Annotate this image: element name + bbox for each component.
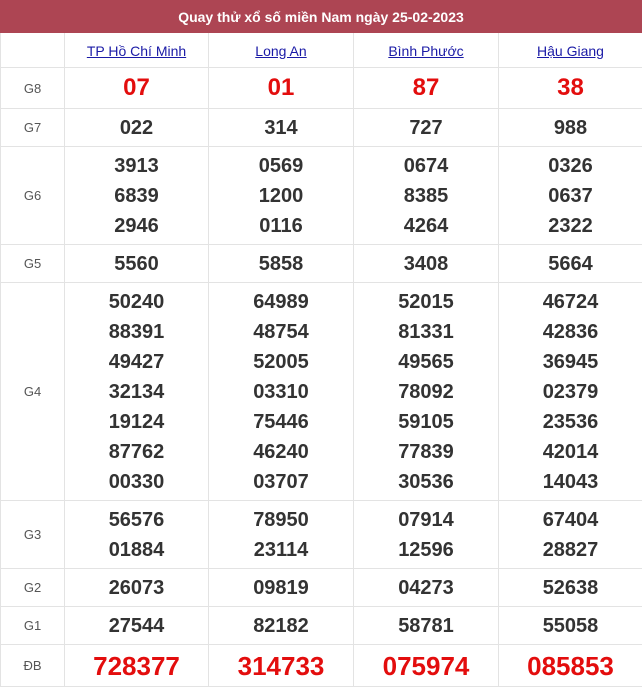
result-number: 64989 — [209, 287, 353, 317]
result-number: 49427 — [65, 347, 208, 377]
result-number: 77839 — [354, 437, 498, 467]
result-number: 50240 — [65, 287, 208, 317]
result-number: 0674 — [354, 151, 498, 181]
result-number: 5858 — [209, 249, 353, 279]
result-number: 67404 — [499, 505, 642, 535]
result-number: 14043 — [499, 467, 642, 497]
province-link-tphcm[interactable]: TP Hồ Chí Minh — [87, 43, 186, 59]
prize-label: G2 — [1, 569, 65, 607]
result-number: 81331 — [354, 317, 498, 347]
result-cell — [65, 645, 209, 687]
prize-label: G1 — [1, 607, 65, 645]
result-number: 0116 — [209, 211, 353, 241]
result-number: 6839 — [65, 181, 208, 211]
result-number: 87 — [354, 73, 498, 103]
result-number: 02379 — [499, 377, 642, 407]
result-number: 49565 — [354, 347, 498, 377]
result-cell — [65, 607, 209, 645]
result-number: 23114 — [209, 535, 353, 565]
result-number: 32134 — [65, 377, 208, 407]
result-number: 09819 — [209, 573, 353, 603]
result-cell — [499, 68, 642, 109]
result-cell — [499, 501, 642, 569]
result-cell — [354, 607, 499, 645]
result-number: 42014 — [499, 437, 642, 467]
result-number: 0637 — [499, 181, 642, 211]
result-number: 27544 — [65, 611, 208, 641]
prize-row-g3 — [1, 501, 642, 569]
result-number: 30536 — [354, 467, 498, 497]
result-cell — [354, 645, 499, 687]
result-number: 59105 — [354, 407, 498, 437]
result-number: 01 — [209, 73, 353, 103]
result-number: 022 — [65, 113, 208, 143]
result-number: 78950 — [209, 505, 353, 535]
result-cell — [209, 147, 354, 245]
result-number: 36945 — [499, 347, 642, 377]
result-number: 5560 — [65, 249, 208, 279]
result-cell — [499, 283, 642, 501]
result-cell — [499, 607, 642, 645]
result-number: 0326 — [499, 151, 642, 181]
province-link-binh-phuoc[interactable]: Bình Phước — [388, 43, 463, 59]
result-number: 56576 — [65, 505, 208, 535]
result-number: 55058 — [499, 611, 642, 641]
result-cell — [354, 245, 499, 283]
result-number: 085853 — [499, 651, 642, 681]
result-cell — [499, 147, 642, 245]
result-cell — [354, 501, 499, 569]
results-table — [0, 33, 642, 687]
result-number: 2946 — [65, 211, 208, 241]
result-number: 00330 — [65, 467, 208, 497]
result-cell — [354, 147, 499, 245]
result-number: 75446 — [209, 407, 353, 437]
result-number: 52005 — [209, 347, 353, 377]
result-number: 07 — [65, 73, 208, 103]
result-number: 78092 — [354, 377, 498, 407]
result-cell — [209, 109, 354, 147]
result-cell — [65, 245, 209, 283]
page-title: Quay thử xổ số miền Nam ngày 25-02-2023 — [0, 0, 642, 33]
province-header-row — [1, 33, 642, 68]
result-number: 0569 — [209, 151, 353, 181]
prize-label: G8 — [1, 68, 65, 109]
prize-row-g7 — [1, 109, 642, 147]
result-cell — [209, 607, 354, 645]
result-number: 58781 — [354, 611, 498, 641]
result-cell — [354, 109, 499, 147]
result-number: 42836 — [499, 317, 642, 347]
province-header — [209, 33, 354, 68]
province-header — [354, 33, 499, 68]
result-number: 12596 — [354, 535, 498, 565]
result-number: 46724 — [499, 287, 642, 317]
result-number: 5664 — [499, 249, 642, 279]
prize-row-g5 — [1, 245, 642, 283]
result-number: 87762 — [65, 437, 208, 467]
result-number: 1200 — [209, 181, 353, 211]
result-number: 988 — [499, 113, 642, 143]
prize-row-g2 — [1, 569, 642, 607]
result-number: 82182 — [209, 611, 353, 641]
result-number: 26073 — [65, 573, 208, 603]
result-number: 48754 — [209, 317, 353, 347]
result-cell — [209, 68, 354, 109]
header-empty-cell — [1, 33, 65, 68]
prize-label: G5 — [1, 245, 65, 283]
result-number: 03707 — [209, 467, 353, 497]
prize-label: G7 — [1, 109, 65, 147]
result-cell — [65, 68, 209, 109]
result-number: 2322 — [499, 211, 642, 241]
prize-row-g6 — [1, 147, 642, 245]
result-cell — [209, 245, 354, 283]
province-header — [65, 33, 209, 68]
result-number: 52015 — [354, 287, 498, 317]
result-number: 04273 — [354, 573, 498, 603]
result-number: 19124 — [65, 407, 208, 437]
prize-label: G3 — [1, 501, 65, 569]
result-cell — [209, 645, 354, 687]
result-cell — [499, 645, 642, 687]
result-cell — [354, 569, 499, 607]
result-cell — [65, 109, 209, 147]
prize-row-g8 — [1, 68, 642, 109]
result-number: 28827 — [499, 535, 642, 565]
result-cell — [209, 283, 354, 501]
province-header — [499, 33, 642, 68]
prize-row-g1 — [1, 607, 642, 645]
province-link-hau-giang[interactable]: Hậu Giang — [537, 43, 604, 59]
result-cell — [354, 68, 499, 109]
result-number: 88391 — [65, 317, 208, 347]
result-cell — [65, 569, 209, 607]
result-cell — [499, 245, 642, 283]
result-number: 3408 — [354, 249, 498, 279]
prize-row-đb — [1, 645, 642, 687]
result-cell — [65, 283, 209, 501]
result-number: 03310 — [209, 377, 353, 407]
result-number: 075974 — [354, 651, 498, 681]
result-number: 23536 — [499, 407, 642, 437]
result-cell — [65, 501, 209, 569]
result-number: 07914 — [354, 505, 498, 535]
result-number: 52638 — [499, 573, 642, 603]
prize-label: G6 — [1, 147, 65, 245]
result-cell — [499, 569, 642, 607]
result-number: 38 — [499, 73, 642, 103]
result-cell — [499, 109, 642, 147]
result-number: 314733 — [209, 651, 353, 681]
result-cell — [209, 569, 354, 607]
result-number: 3913 — [65, 151, 208, 181]
result-cell — [65, 147, 209, 245]
result-cell — [354, 283, 499, 501]
prize-row-g4 — [1, 283, 642, 501]
prize-label: ĐB — [1, 645, 65, 687]
result-number: 01884 — [65, 535, 208, 565]
result-number: 8385 — [354, 181, 498, 211]
result-number: 46240 — [209, 437, 353, 467]
result-cell — [209, 501, 354, 569]
province-link-long-an[interactable]: Long An — [255, 43, 306, 59]
result-number: 728377 — [65, 651, 208, 681]
result-number: 314 — [209, 113, 353, 143]
prize-label: G4 — [1, 283, 65, 501]
result-number: 4264 — [354, 211, 498, 241]
result-number: 727 — [354, 113, 498, 143]
